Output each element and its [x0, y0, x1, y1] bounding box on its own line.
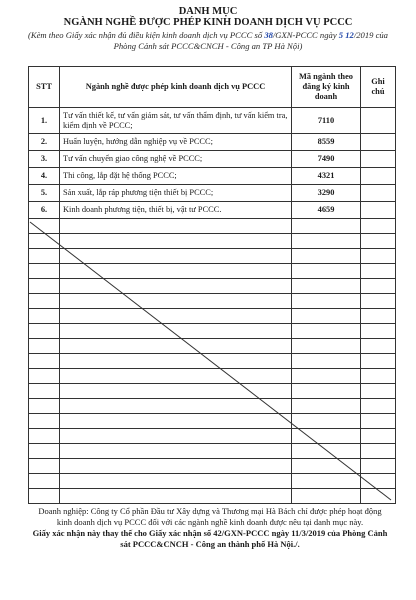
row-business-line: Sản xuất, lắp ráp phương tiện thiết bị PCCC; [60, 185, 292, 202]
note-text-4: /2019 của Phòng Cảnh sát PCCC&CNCH - Công an TP Hà Nội) [113, 30, 388, 51]
blank-row [29, 219, 396, 234]
row-stt: 5. [29, 185, 60, 202]
row-note [361, 134, 396, 151]
document-subtitle: NGÀNH NGHỀ ĐƯỢC PHÉP KINH DOANH DỊCH VỤ PCCC [63, 17, 353, 28]
header-code: Mã ngành theo đăng ký kinh doanh [292, 67, 361, 108]
blank-row [29, 474, 396, 489]
table-row [29, 108, 396, 134]
blank-row [29, 324, 396, 339]
row-code: 8559 [292, 134, 361, 151]
business-statement: Doanh nghiệp: Công ty Cổ phần Đầu tư Xây dựng và Thương mại Hà Bách chỉ được phép hoạt động kinh doanh dịch vụ PCCC đối với các ngành nghề kinh doanh được nêu tại danh mục này. [38, 506, 382, 527]
table-row [29, 168, 396, 185]
row-stt: 3. [29, 151, 60, 168]
blank-row [29, 354, 396, 369]
blank-row [29, 264, 396, 279]
blank-row [29, 294, 396, 309]
footer-text [30, 506, 390, 550]
handwritten-month: 12 [345, 30, 354, 40]
row-note [361, 108, 396, 134]
blank-row [29, 414, 396, 429]
blank-row [29, 249, 396, 264]
header-note: Ghi chú [361, 67, 396, 108]
blank-row [29, 429, 396, 444]
blank-row [29, 234, 396, 249]
note-text-1: (Kèm theo Giấy xác nhận đủ điều kiện kinh doanh dịch vụ PCCC số [28, 30, 265, 40]
handwritten-number: 38 [264, 30, 273, 40]
row-business-line: Thi công, lắp đặt hệ thống PCCC; [60, 168, 292, 185]
document-title: DANH MỤC [178, 6, 238, 17]
row-stt: 2. [29, 134, 60, 151]
table-row [29, 185, 396, 202]
row-note [361, 151, 396, 168]
row-note [361, 168, 396, 185]
replacement-statement: Giấy xác nhận này thay thế cho Giấy xác nhận số 42/GXN-PCCC ngày 11/3/2019 của Phòng Cảnh sát PCCC&CNCH - Công an thành phố Hà Nội./. [32, 528, 388, 549]
blank-row [29, 279, 396, 294]
table-row [29, 134, 396, 151]
row-stt: 1. [29, 108, 60, 134]
table-header-row [29, 67, 396, 108]
blank-row [29, 309, 396, 324]
header-stt: STT [29, 67, 60, 108]
row-code: 3290 [292, 185, 361, 202]
row-business-line: Kinh doanh phương tiện, thiết bị, vật tư PCCC. [60, 202, 292, 219]
row-code: 4321 [292, 168, 361, 185]
blank-row [29, 459, 396, 474]
table-row [29, 151, 396, 168]
row-stt: 4. [29, 168, 60, 185]
row-note [361, 185, 396, 202]
blank-row [29, 489, 396, 504]
row-code: 4659 [292, 202, 361, 219]
row-code: 7490 [292, 151, 361, 168]
table-row [29, 202, 396, 219]
row-note [361, 202, 396, 219]
row-business-line: Huấn luyện, hướng dẫn nghiệp vụ về PCCC; [60, 134, 292, 151]
blank-row [29, 339, 396, 354]
row-business-line: Tư vấn thiết kế, tư vấn giám sát, tư vấn thẩm định, tư vấn kiểm tra, kiểm định về PCCC; [60, 108, 292, 134]
blank-row [29, 384, 396, 399]
handwritten-day: 5 [338, 30, 344, 40]
header-business-line: Ngành nghề được phép kinh doanh dịch vụ PCCC [60, 67, 292, 108]
row-business-line: Tư vấn chuyển giao công nghệ về PCCC; [60, 151, 292, 168]
row-code: 7110 [292, 108, 361, 134]
blank-row [29, 399, 396, 414]
note-text-2: /GXN-PCCC ngày [272, 30, 339, 40]
row-stt: 6. [29, 202, 60, 219]
blank-row [29, 444, 396, 459]
attachment-note [20, 30, 396, 52]
business-lines-table [28, 66, 396, 504]
blank-row [29, 369, 396, 384]
